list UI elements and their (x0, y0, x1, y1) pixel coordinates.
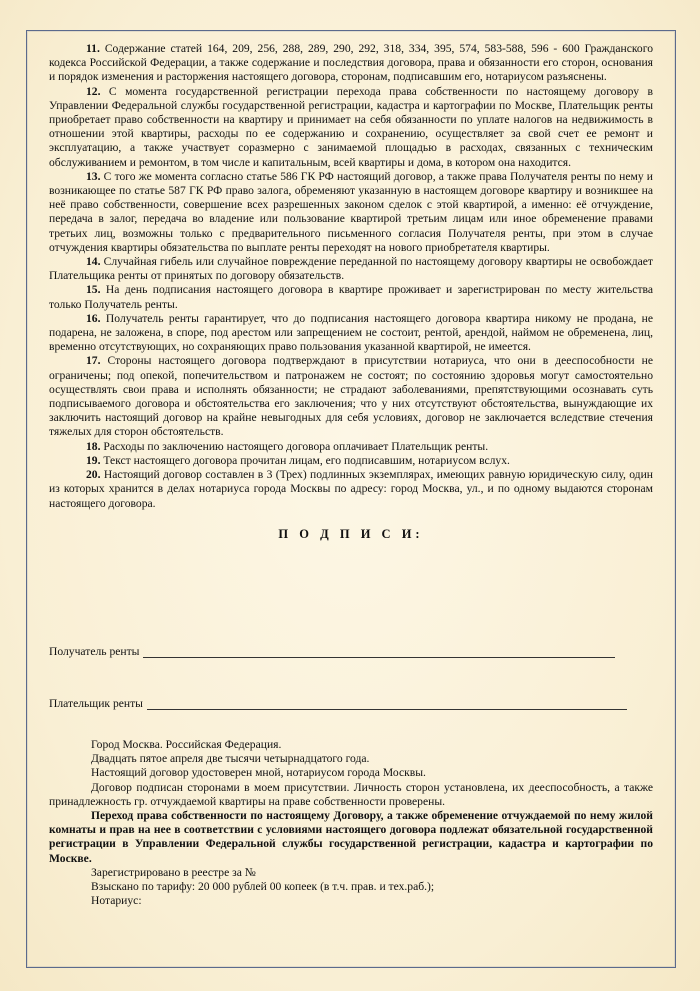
notary-certified: Настоящий договор удостоверен мной, нотариусом города Москвы. (91, 766, 426, 780)
clause-19: 19. Текст настоящего договора прочитан лицам, его подписавшим, нотариусом вслух. (86, 453, 510, 467)
signatures-title: П О Д П И С И: (278, 526, 424, 541)
notary-transfer-statement: Переход права собственности по настоящему Договору, а также обременение отчуждаемой по нему жилой комнаты и прав на нее в соответствии с условиями настоящего договора подлежат обязательной государственной регистрации в Управлении Федеральной службы государственной регистрации, кадастра и картографии по Москве. (49, 809, 653, 865)
notary-label: Нотариус: (91, 894, 142, 908)
notary-identity: Договор подписан сторонами в моем присутствии. Личность сторон установлена, их дееспособность, а также принадлежность гр. отчуждаемой квартиры на праве собственности проверены. (49, 780, 653, 808)
notary-city: Город Москва. Российская Федерация. (91, 738, 282, 751)
clause-12: 12. С момента государственной регистрации перехода права собственности по настоящему договору в Управлении Федеральной службы государственной регистрации, кадастра и картографии по Москве, Плательщик ренты приобретает право собственности на квартиру и принимает на себя обязанности по уплате налогов на недвижимость в отношении этой квартиры, расходы по ее содержанию и сохранению, осуществляет за свой счет ее ремонт и эксплуатацию, а также участвует соразмерно с занимаемой площадью в расходах, связанных с техническим обслуживанием и ремонтом, в том числе и капитальным, всей квартиры и дома, в котором она находится. (49, 84, 653, 169)
payer-label: Плательщик ренты (49, 697, 143, 710)
recipient-label: Получатель ренты (49, 645, 140, 658)
clause-17: 17. Стороны настоящего договора подтверждают в присутствии нотариуса, что они в дееспособности не ограничены; под опекой, попечительством и патронажем не состоят; по состоянию здоровья могут самостоятельно осуществлять свои права и исполнять обязанности; не страдают заболеваниями, препятствующими осознавать суть подписываемого договора и обстоятельства его заключения; что у них отсутствуют обстоятельства, вынуждающие их заключить настоящий договор на крайне невыгодных для себя условиях, договор не заключается вследствие стечения тяжелых для сторон обстоятельств. (49, 354, 653, 439)
clause-14: 14. Случайная гибель или случайное повреждение переданной по настоящему договору квартиры не освобождает Плательщика ренты от принятых по договору обязательств. (49, 255, 653, 283)
contract-clauses (49, 42, 653, 541)
clause-11: 11. Содержание статей 164, 209, 256, 288, 289, 290, 292, 318, 334, 395, 574, 583-588, 596 - 600 Гражданского кодекса Российской Федерации, а также содержание и последствия договора, права и обязанности его сторон, основания и порядок изменения и расторжения настоящего договора, сторонам, подписавшим его, нотариусом разъяснены. (49, 42, 653, 84)
recipient-signature-field[interactable] (143, 647, 615, 658)
payer-signature-field[interactable] (147, 699, 627, 710)
notary-block (49, 738, 653, 908)
notary-date: Двадцать пятое апреля две тысячи четырнадцатого года. (91, 752, 370, 766)
recipient-signature-line (49, 645, 653, 658)
payer-signature-line (49, 697, 653, 710)
clause-20: 20. Настоящий договор составлен в 3 (Трех) подлинных экземплярах, имеющих равную юридическую силу, один из которых хранится в делах нотариуса города Москвы по адресу: город Москва, ул., и по одному выдаются сторонам настоящего договора. (49, 468, 653, 510)
tariff-fee: Взыскано по тарифу: 20 000 рублей 00 копеек (в т.ч. прав. и тех.раб.); (91, 880, 435, 894)
clause-15: 15. На день подписания настоящего договора в квартире проживает и зарегистрирован по месту жительства только Получатель ренты. (49, 283, 653, 311)
clause-16: 16. Получатель ренты гарантирует, что до подписания настоящего договора квартира никому не продана, не подарена, не заложена, в споре, под арестом или запрещением не состоит, рентой, арендой, наймом не обременена, лиц, временно отсутствующих, но сохраняющих право пользования указанной квартирой, не имеется. (49, 311, 653, 354)
clause-18: 18. Расходы по заключению настоящего договора оплачивает Плательщик ренты. (86, 439, 489, 453)
clause-13: 13. С того же момента согласно статье 586 ГК РФ настоящий договор, а также права Получателя ренты по нему и возникающее по статье 587 ГК РФ право залога, обременяют указанную в настоящем договоре квартиру и возникшее на неё право собственности, совершение всех разрешенных законом сделок с этой квартирой, а именно: её отчуждение, передача в залог, передача во владение или пользование квартирой третьим лицам или иное обременение правами третьих лиц, возможны только с предварительного письменного согласия Получателя ренты, при этом в случае отчуждения квартиры обязательства по выплате ренты переходят на нового приобретателя квартиры. (49, 169, 653, 254)
registry-entry: Зарегистрировано в реестре за № (91, 865, 256, 879)
